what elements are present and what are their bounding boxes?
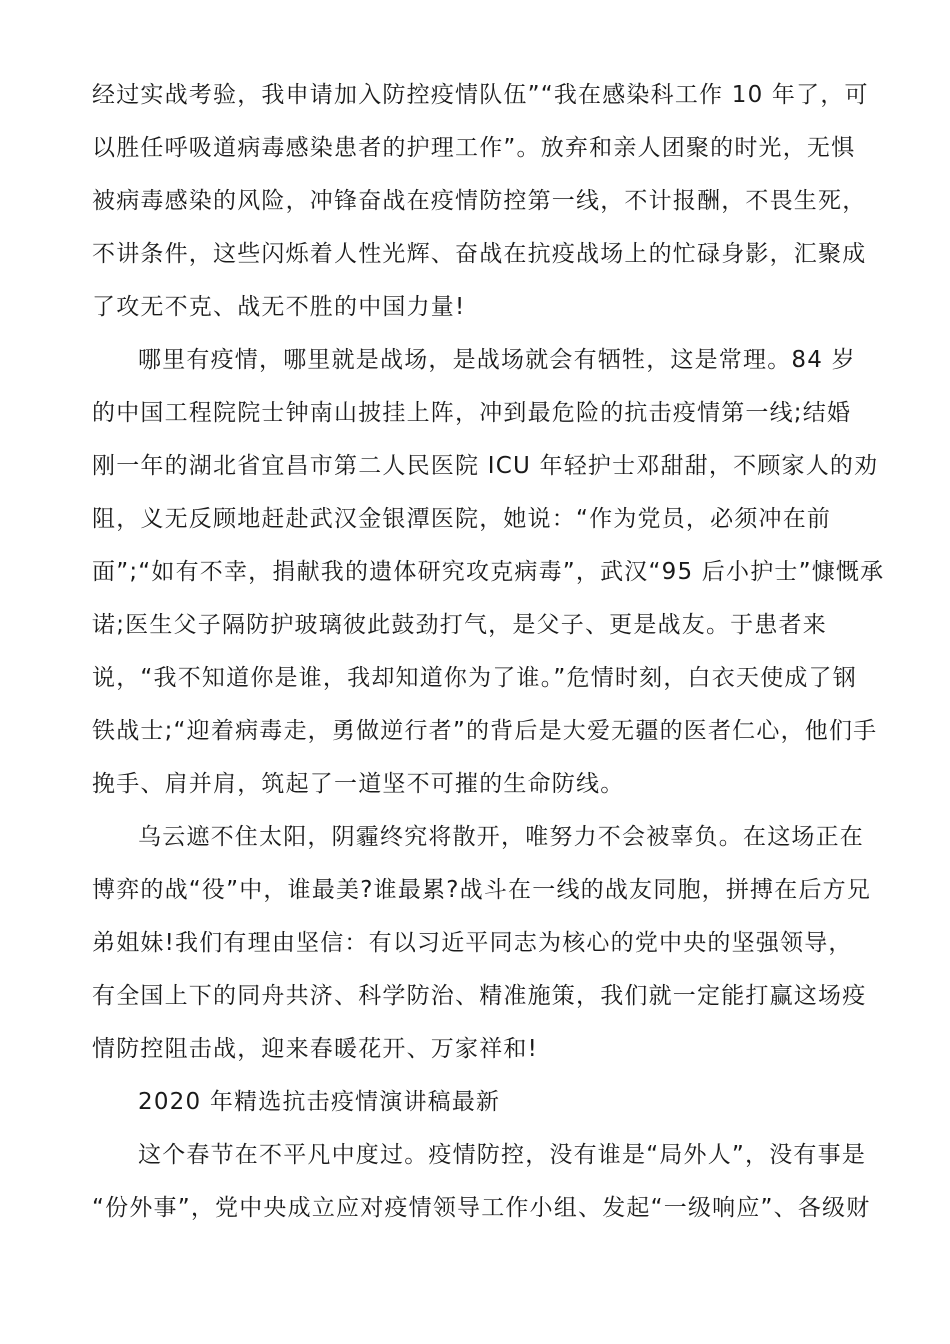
text-line: 博弈的战“役”中，谁最美?谁最累?战斗在一线的战友同胞，拼搏在后方兄: [92, 877, 872, 903]
text-line: 诺;医生父子隔防护玻璃彼此鼓劲打气，是父子、更是战友。于患者来: [92, 612, 827, 638]
text-line: 挽手、肩并肩，筑起了一道坚不可摧的生命防线。: [92, 771, 625, 797]
text-line: 以胜任呼吸道病毒感染患者的护理工作”。放弃和亲人团聚的时光，无惧: [92, 135, 856, 161]
text-line: 有全国上下的同舟共济、科学防治、精准施策，我们就一定能打赢这场疫: [92, 983, 867, 1009]
text-line: 的中国工程院院士钟南山披挂上阵，冲到最危险的抗击疫情第一线;结婚: [92, 400, 852, 426]
section-heading: 2020 年精选抗击疫情演讲稿最新: [138, 1089, 501, 1115]
text-line: 情防控阻击战，迎来春暖花开、万家祥和!: [92, 1036, 539, 1062]
text-line: “份外事”，党中央成立应对疫情领导工作小组、发起“一级响应”、各级财: [92, 1195, 871, 1221]
text-line: 弟姐妹!我们有理由坚信：有以习近平同志为核心的党中央的坚强领导，: [92, 930, 853, 956]
text-line: 这个春节在不平凡中度过。疫情防控，没有谁是“局外人”，没有事是: [138, 1142, 867, 1168]
text-line: 经过实战考验，我申请加入防控疫情队伍”“我在感染科工作 10 年了，可: [92, 82, 869, 108]
text-line: 哪里有疫情，哪里就是战场，是战场就会有牺牲，这是常理。84 岁: [138, 347, 856, 373]
text-line: 刚一年的湖北省宜昌市第二人民医院 ICU 年轻护士邓甜甜，不顾家人的劝: [92, 453, 879, 479]
text-line: 说，“我不知道你是谁，我却知道你为了谁。”危情时刻，白衣天使成了钢: [92, 665, 857, 691]
text-line: 阻，义无反顾地赶赴武汉金银潭医院，她说：“作为党员，必须冲在前: [92, 506, 832, 532]
text-line: 铁战士;“迎着病毒走，勇做逆行者”的背后是大爱无疆的医者仁心，他们手: [92, 718, 878, 744]
text-line: 了攻无不克、战无不胜的中国力量!: [92, 294, 466, 320]
text-line: 面”;“如有不幸，捐献我的遗体研究攻克病毒”，武汉“95 后小护士”慷慨承: [92, 559, 885, 585]
text-line: 被病毒感染的风险，冲锋奋战在疫情防控第一线，不计报酬，不畏生死，: [92, 188, 867, 214]
text-line: 不讲条件，这些闪烁着人性光辉、奋战在抗疫战场上的忙碌身影，汇聚成: [92, 241, 867, 267]
text-line: 乌云遮不住太阳，阴霾终究将散开，唯努力不会被辜负。在这场正在: [138, 824, 864, 850]
